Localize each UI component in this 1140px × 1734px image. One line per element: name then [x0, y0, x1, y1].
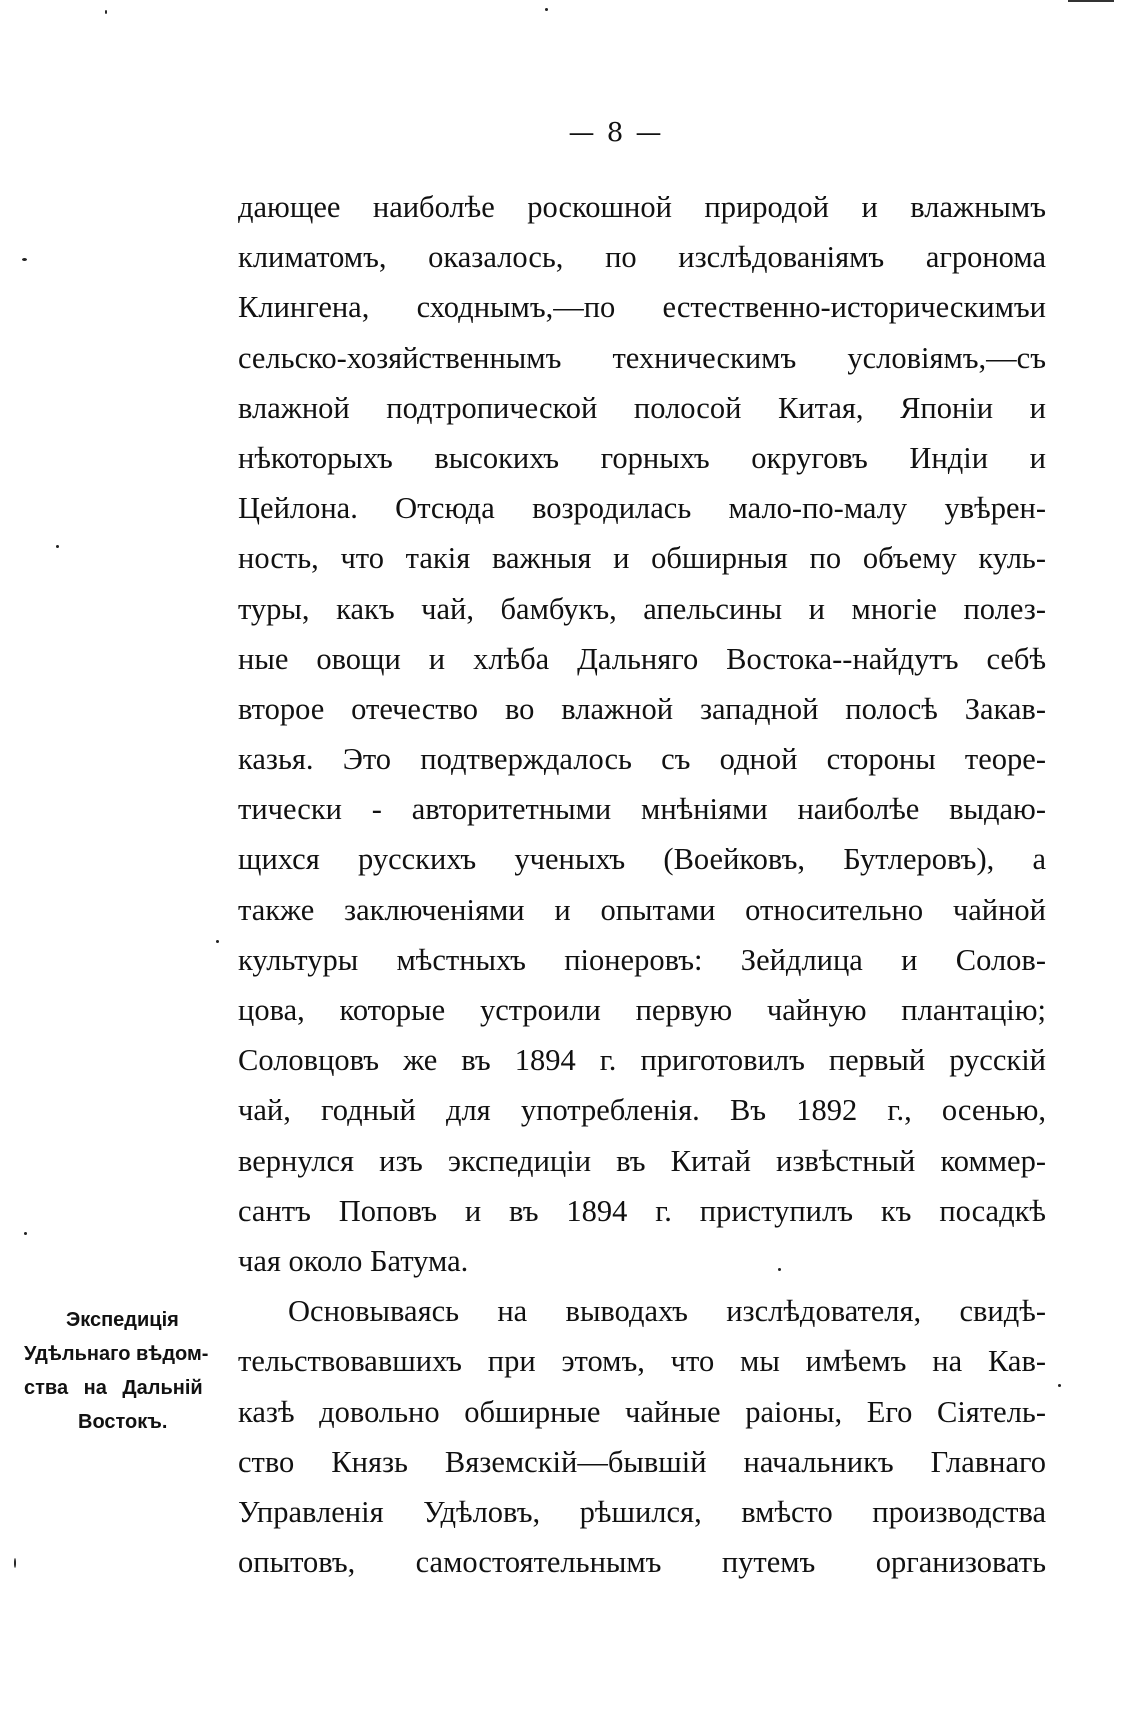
- main-text: [238, 182, 1046, 1587]
- text-line: культуры мѣстныхъ пiонеровъ: Зейдлица и Солов-: [238, 942, 1046, 977]
- margin-note: [14, 1303, 234, 1439]
- scan-speck: [14, 1558, 16, 1568]
- text-line: второе отечество во влажной западной полосѣ Закав-: [238, 691, 1046, 726]
- scan-speck: [56, 545, 59, 548]
- text-line: ство Князь Вяземскiй—бывшiй начальникъ Главнаго: [238, 1444, 1046, 1479]
- scan-speck: [545, 8, 548, 11]
- text-line: Клингена, сходнымъ,—по естественно-историческимъи: [238, 290, 1046, 325]
- text-line: чай, годный для употребленiя. Въ 1892 г., осенью,: [238, 1093, 1046, 1128]
- text-line: Соловцовъ же въ 1894 г. приготовилъ первый русскiй: [238, 1043, 1046, 1078]
- scan-speck: [22, 258, 27, 261]
- scan-speck: [216, 940, 219, 943]
- text-line: дающее наиболѣе роскошной природой и влажнымъ: [238, 190, 1046, 224]
- page-number-text: — 8 —: [568, 118, 664, 148]
- margin-note-line: ства на Дальнiй: [24, 1377, 203, 1399]
- text-line: Управленiя Удѣловъ, рѣшился, вмѣсто производства: [238, 1494, 1046, 1529]
- text-line: нѣкоторыхъ высокихъ горныхъ округовъ Индiи и: [238, 440, 1046, 475]
- margin-note-line: Экспедицiя: [66, 1309, 179, 1331]
- text-line: казья. Это подтверждалось съ одной стороны теоре-: [238, 742, 1046, 777]
- text-line: вернулся изъ экспедицiи въ Китай извѣстный коммер-: [238, 1143, 1046, 1178]
- page-number: [0, 118, 1140, 148]
- text-line: туры, какъ чай, бамбукъ, апельсины и многiе полез-: [238, 591, 1046, 626]
- margin-note-line: Удѣльнаго вѣдом-: [24, 1343, 209, 1365]
- text-line: ные овощи и хлѣба Дальняго Востока--найдутъ себѣ: [238, 641, 1046, 676]
- text-line: цова, которые устроили первую чайную плантацiю;: [238, 993, 1046, 1027]
- text-line: также заключенiями и опытами относительно чайной: [238, 892, 1046, 927]
- scan-speck: [24, 1232, 27, 1235]
- text-line: климатомъ, оказалось, по изслѣдованiямъ агронома: [238, 240, 1046, 275]
- text-line: тельствовавшихъ при этомъ, что мы имѣемъ на Кав-: [238, 1344, 1046, 1379]
- scan-edge-mark: [1068, 0, 1114, 2]
- text-line-paragraph-end: чая около Батума.: [238, 1243, 469, 1278]
- text-line: влажной подтропической полосой Китая, Японiи и: [238, 390, 1046, 425]
- text-line: тически - авторитетными мнѣнiями наиболѣе выдаю-: [238, 792, 1046, 827]
- text-line: Цейлона. Отсюда возродилась мало-по-малу увѣрен-: [238, 491, 1046, 526]
- text-line: сантъ Поповъ и въ 1894 г. приступилъ къ посадкѣ: [238, 1193, 1046, 1228]
- text-line: казѣ довольно обширные чайные раiоны, Его Сiятель-: [238, 1394, 1046, 1429]
- scan-speck: [1058, 1384, 1061, 1387]
- scan-speck: [105, 10, 107, 14]
- text-line: сельско-хозяйственнымъ техническимъ условiямъ,—съ: [238, 340, 1046, 375]
- margin-note-line: Востокъ.: [78, 1411, 168, 1433]
- text-line: щихся русскихъ ученыхъ (Воейковъ, Бутлеровъ), а: [238, 842, 1046, 877]
- text-line: опытовъ, самостоятельнымъ путемъ организовать: [238, 1545, 1046, 1580]
- text-line-paragraph-start: Основываясь на выводахъ изслѣдователя, свидѣ-: [288, 1294, 1046, 1329]
- text-line: ность, что такiя важныя и обширныя по объему куль-: [238, 541, 1046, 576]
- scan-speck: [778, 1268, 781, 1271]
